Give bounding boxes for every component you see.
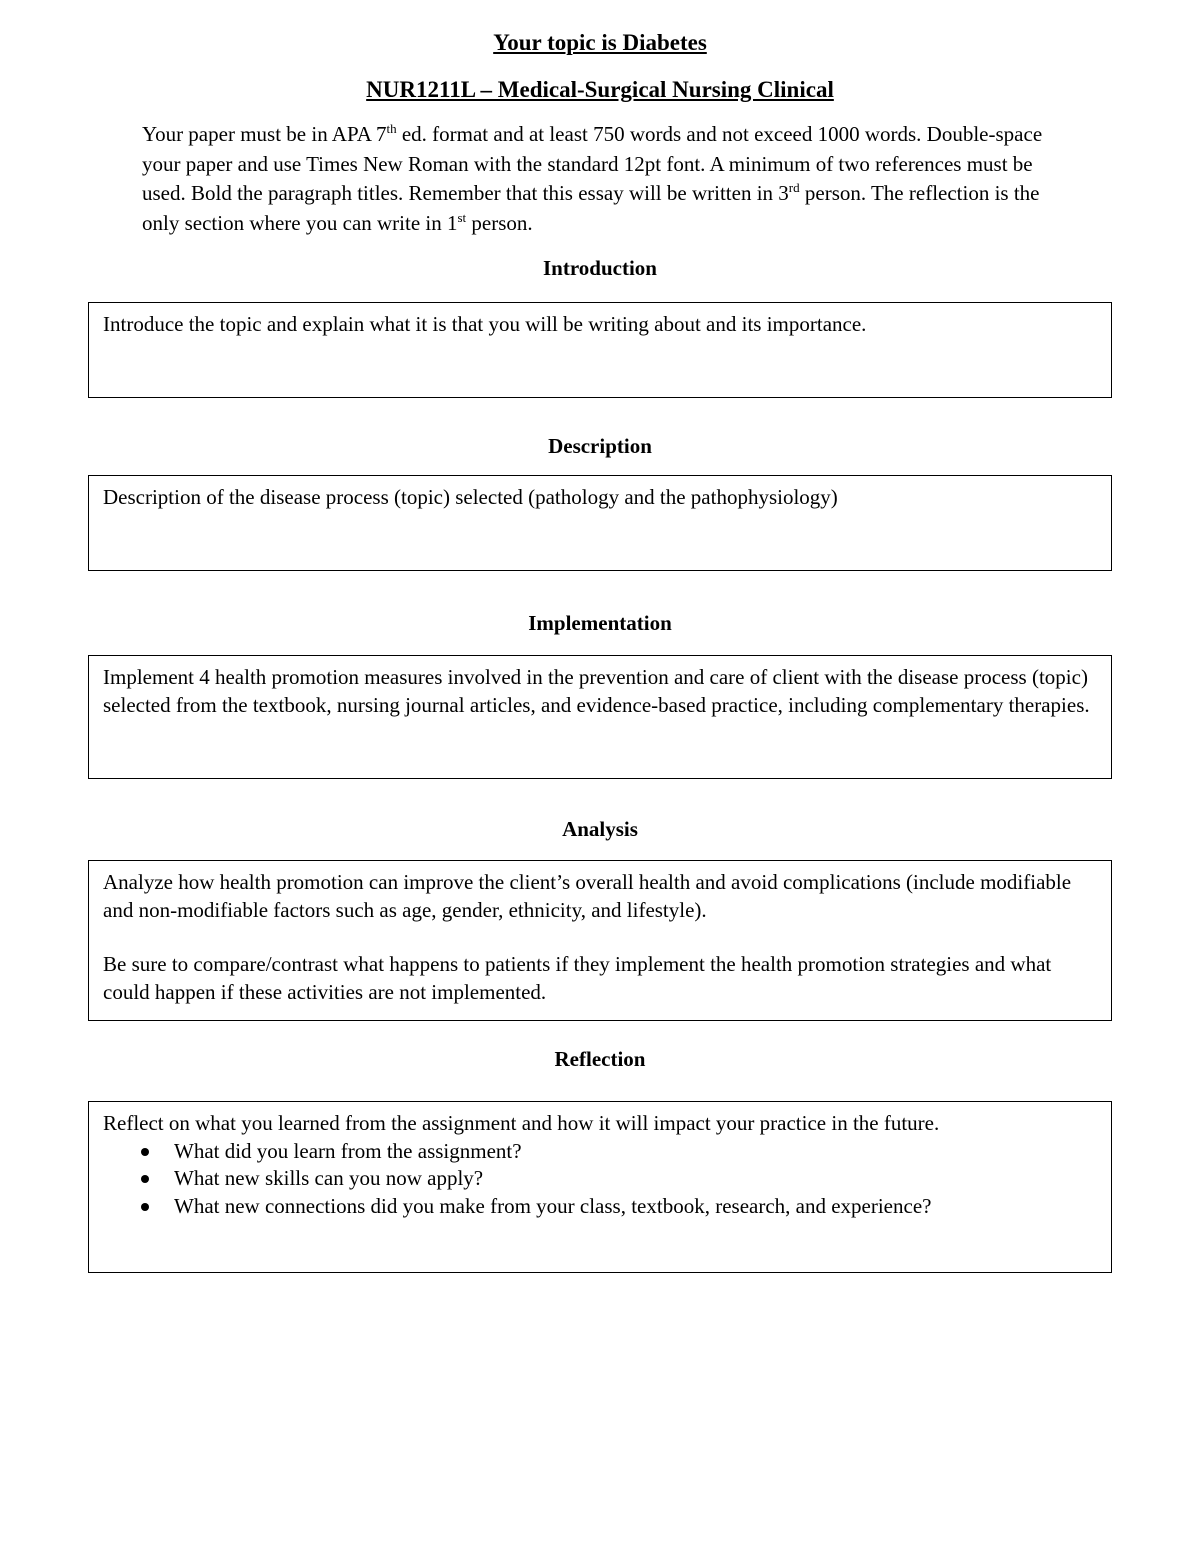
instructions-text-1: Your paper must be in APA 7 — [142, 122, 387, 146]
description-text: Description of the disease process (topic) selected (pathology and the pathophysiology) — [103, 485, 838, 509]
instructions-paragraph — [142, 120, 1072, 238]
description-box — [88, 475, 1112, 571]
description-heading: Description — [548, 434, 652, 458]
instructions-superscript-3: st — [457, 209, 467, 225]
page-title: Your topic is Diabetes — [493, 30, 707, 55]
list-item — [103, 1138, 1097, 1166]
analysis-paragraph-2: Be sure to compare/contrast what happens to patients if they implement the health promotion strategies and what could happen if these activities are not implemented. — [103, 952, 1052, 1004]
reflection-question: What new connections did you make from your class, textbook, research, and experience? — [174, 1193, 932, 1218]
instructions-superscript-1: th — [386, 121, 397, 136]
implementation-text: Implement 4 health promotion measures involved in the prevention and care of client with the disease process (topic) selected from the textbook, nursing journal articles, and evidence-based practice, including complementary therapies. — [103, 665, 1090, 717]
instructions-text-4: person. — [466, 210, 533, 235]
reflection-box — [88, 1101, 1112, 1273]
introduction-box — [88, 302, 1112, 398]
list-item — [103, 1165, 1097, 1193]
bullet-icon — [141, 1175, 149, 1183]
reflection-question: What new skills can you now apply? — [174, 1166, 484, 1190]
implementation-box — [88, 655, 1112, 779]
bullet-icon — [141, 1148, 149, 1156]
introduction-text: Introduce the topic and explain what it is that you will be writing about and its importance. — [103, 312, 867, 336]
introduction-heading: Introduction — [543, 256, 657, 280]
list-item — [103, 1193, 1097, 1221]
analysis-heading: Analysis — [562, 817, 638, 841]
analysis-paragraph-1: Analyze how health promotion can improve the client’s overall health and avoid complications (include modifiable and non-modifiable factors such as age, gender, ethnicity, and lifestyle). — [103, 870, 1072, 922]
reflection-question: What did you learn from the assignment? — [174, 1138, 522, 1163]
instructions-text-2: ed. format and at least 750 words and not exceed 1000 words. Double-space your paper and use Times New Roman with the standard 12pt font. A minimum of two references must be used. Bold the paragraph titles. Remember that this essay will be written in 3 — [142, 122, 1043, 205]
reflection-heading: Reflection — [554, 1047, 646, 1071]
instructions-superscript-2: rd — [788, 180, 800, 195]
bullet-icon — [141, 1203, 149, 1211]
analysis-box — [88, 860, 1112, 1021]
course-title: NUR1211L – Medical-Surgical Nursing Clinical — [366, 77, 834, 102]
instructions-text-3: person. The reflection is the only section where you can write in 1 — [142, 181, 1040, 235]
implementation-heading: Implementation — [528, 611, 672, 635]
reflection-intro: Reflect on what you learned from the assignment and how it will impact your practice in the future. — [103, 1111, 940, 1135]
reflection-question-list — [103, 1138, 1097, 1221]
